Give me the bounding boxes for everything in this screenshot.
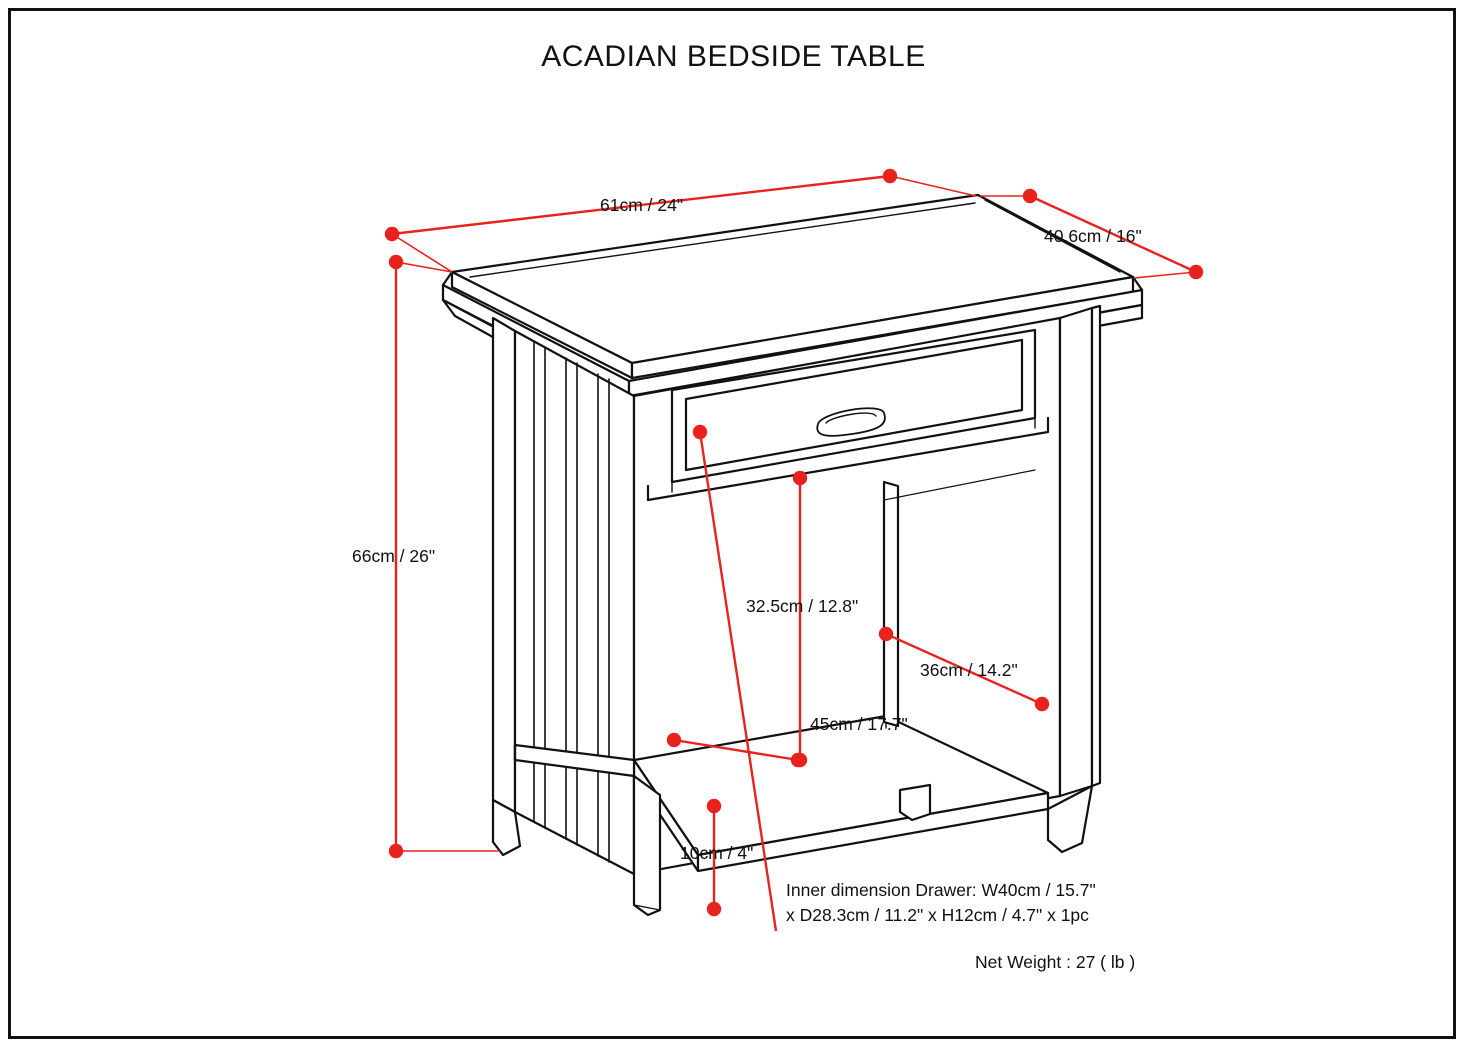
dimension-label-width-top: 61cm / 24": [600, 195, 684, 215]
dimension-label-inner-height: 32.5cm / 12.8": [746, 596, 859, 616]
dimension-label-depth-top: 40.6cm / 16": [1044, 226, 1142, 246]
drawer-inner-dimension-note: [786, 878, 1096, 928]
drawer-note-line-1: Inner dimension Drawer: W40cm / 15.7": [786, 880, 1096, 900]
page-title: ACADIAN BEDSIDE TABLE: [541, 40, 926, 73]
dimension-label-shelf-width: 45cm / 17.7": [810, 714, 908, 734]
drawer-note-line-2: x D28.3cm / 11.2" x H12cm / 4.7" x 1pc: [786, 905, 1089, 925]
dimension-label-height-total: 66cm / 26": [352, 546, 436, 566]
net-weight-label: Net Weight : 27 ( lb ): [975, 952, 1136, 972]
dimension-label-leg-height: 10cm / 4": [680, 843, 754, 863]
dimension-label-shelf-depth: 36cm / 14.2": [920, 660, 1018, 680]
